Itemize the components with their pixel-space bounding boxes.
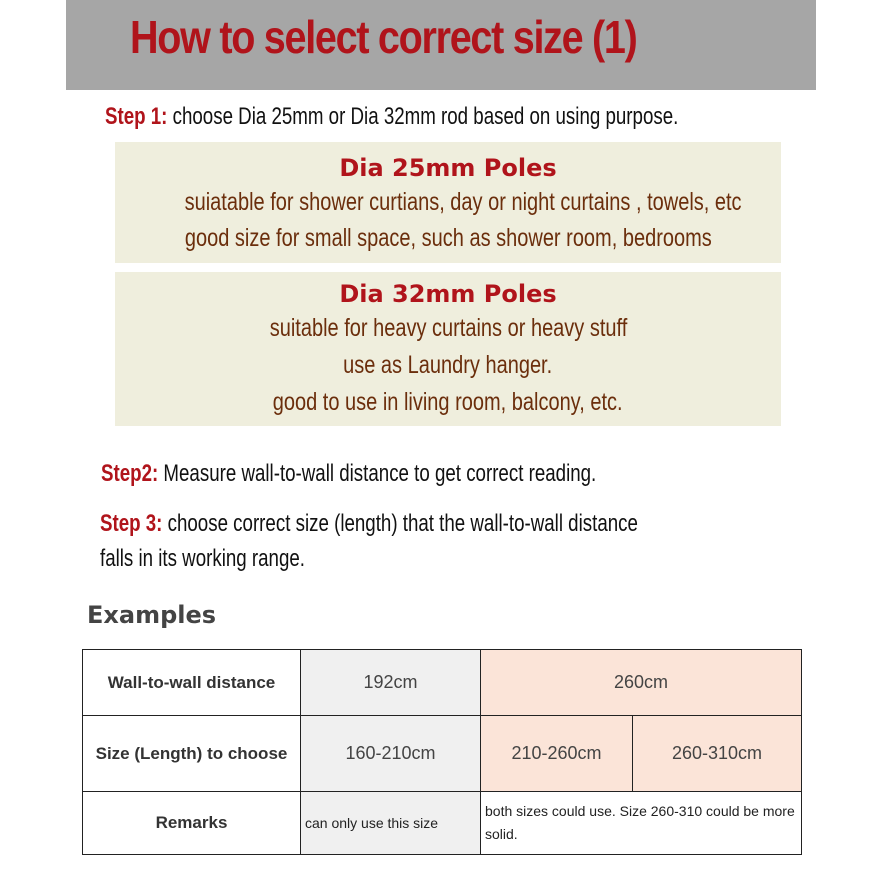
wall-distance-192: 192cm	[301, 650, 481, 716]
wall-distance-header: Wall-to-wall distance	[83, 650, 301, 716]
dia-25mm-line-1: suiatable for shower curtians, day or night curtains , towels, etc	[184, 188, 742, 216]
page-title: How to select correct size (1)	[130, 11, 637, 63]
size-160-210: 160-210cm	[301, 716, 481, 792]
step-2-label: Step2:	[101, 460, 159, 487]
step-3-text-line-2: falls in its working range.	[100, 545, 305, 572]
remarks-header: Remarks	[83, 792, 301, 855]
table-row	[83, 716, 802, 792]
step-1-label: Step 1:	[105, 103, 168, 130]
title-banner	[66, 0, 816, 90]
examples-table	[82, 649, 802, 855]
wall-distance-260: 260cm	[481, 650, 802, 716]
dia-32mm-title: Dia 32mm Poles	[339, 280, 557, 308]
step-3-continued	[100, 545, 305, 573]
size-260-310: 260-310cm	[633, 716, 802, 792]
size-to-choose-header: Size (Length) to choose	[83, 716, 301, 792]
dia-25mm-title: Dia 25mm Poles	[339, 154, 557, 182]
dia-25mm-box	[115, 142, 781, 263]
table-row	[83, 792, 802, 855]
step-1-text: choose Dia 25mm or Dia 32mm rod based on using purpose.	[172, 103, 679, 130]
dia-32mm-line-2: use as Laundry hanger.	[343, 351, 553, 379]
table-row	[83, 650, 802, 716]
dia-32mm-line-3: good to use in living room, balcony, etc.	[273, 388, 623, 416]
step-3-label: Step 3:	[100, 510, 163, 537]
dia-25mm-line-2: good size for small space, such as shower room, bedrooms	[184, 224, 712, 252]
step-3-text-line-1: choose correct size (length) that the wall-to-wall distance	[167, 510, 638, 537]
step-1	[105, 103, 678, 131]
step-2	[101, 460, 596, 488]
step-3	[100, 510, 638, 538]
remark-192: can only use this size	[301, 792, 481, 855]
dia-32mm-box	[115, 272, 781, 426]
dia-32mm-line-1: suitable for heavy curtains or heavy stuff	[269, 314, 627, 342]
remark-260: both sizes could use. Size 260-310 could be more solid.	[481, 792, 802, 855]
size-210-260: 210-260cm	[481, 716, 633, 792]
step-2-text: Measure wall-to-wall distance to get correct reading.	[163, 460, 597, 487]
examples-heading: Examples	[87, 601, 217, 629]
